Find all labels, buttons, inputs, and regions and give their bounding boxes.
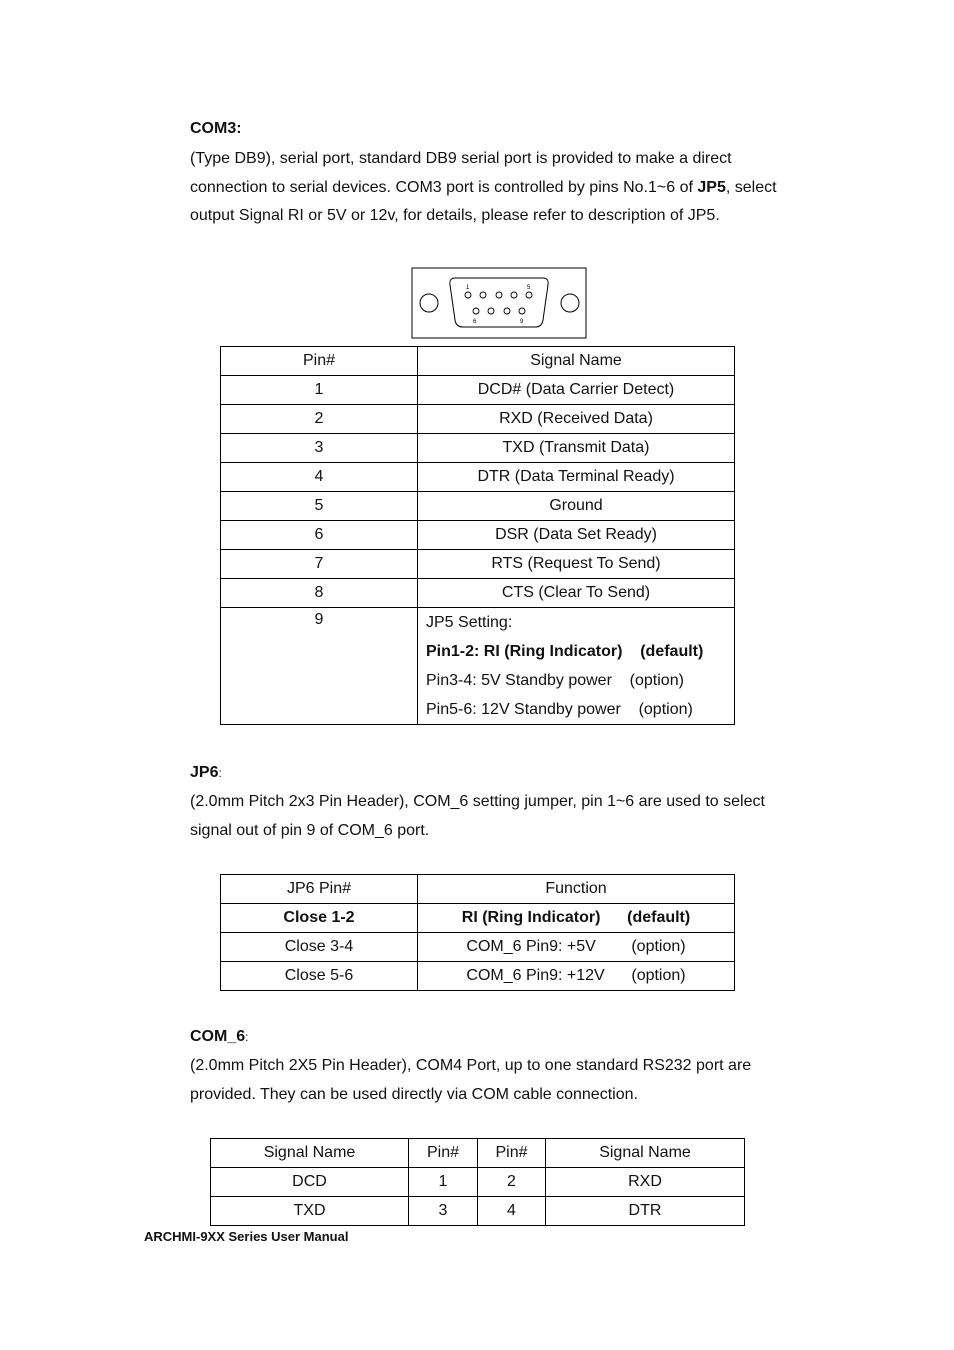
pin-label-5: 5 [527,285,531,291]
jp5-setting-option-12v: Pin5-6: 12V Standby power (option) [426,701,693,718]
pin-cell: 3 [221,434,418,463]
function-cell: RI (Ring Indicator) (default) [418,904,735,933]
function-cell: COM_6 Pin9: +12V (option) [418,962,735,991]
signal-cell: RXD (Received Data) [418,405,735,434]
mount-hole-right [561,294,579,312]
page-footer: ARCHMI-9XX Series User Manual [144,1229,349,1244]
signal-cell: RXD [546,1168,745,1197]
mount-hole-left [420,294,438,312]
table-row-pin9 [221,608,735,725]
pin-hole [526,292,532,298]
jp6-table [220,874,735,991]
pin-cell: 1 [409,1168,478,1197]
jp6-heading [190,764,222,782]
com6-pin-table [210,1138,745,1226]
com6-heading [190,1028,248,1046]
com6-heading-colon: : [245,1030,249,1044]
table-row [221,904,735,933]
com3-description [190,145,810,231]
table-row [221,579,735,608]
com3-pin-table [220,346,735,725]
pin-cell: 5 [221,492,418,521]
signal-cell: TXD [211,1197,409,1226]
com3-description-text-1: (Type DB9), serial port, standard DB9 serial port is provided to make a direct connection to serial devices. COM3 port is controlled by pins No.1~6 of [190,150,732,196]
pin-cell: 2 [478,1168,546,1197]
jp6-heading-colon: : [218,766,222,780]
table-header-row [211,1139,745,1168]
com3-description-jp5: JP5 [697,178,726,196]
pin-label-9: 9 [520,319,524,325]
jp6-pin-cell: Close 5-6 [221,962,418,991]
pin-cell: 2 [221,405,418,434]
jp5-setting-option-default: Pin1-2: RI (Ring Indicator) (default) [426,643,704,660]
table-row [221,492,735,521]
pin-cell: 4 [221,463,418,492]
signal-cell: DCD [211,1168,409,1197]
signal-cell: DCD# (Data Carrier Detect) [418,376,735,405]
table-row [221,405,735,434]
jp6-description: (2.0mm Pitch 2x3 Pin Header), COM_6 setting jumper, pin 1~6 are used to select signal out of pin 9 of COM_6 port. [190,793,765,839]
jp5-setting-option-5v: Pin3-4: 5V Standby power (option) [426,672,684,689]
header-jp6-pin: JP6 Pin# [221,875,418,904]
header-signal-name: Signal Name [418,347,735,376]
table-row [221,376,735,405]
table-row [221,434,735,463]
table-header-row [221,875,735,904]
table-row [211,1168,745,1197]
header-signal-name-left: Signal Name [211,1139,409,1168]
pin-label-1: 1 [466,285,470,291]
com3-description-text-2: , select output Signal RI or 5V or 12v, for details, please refer to description of JP5. [190,178,777,225]
table-row [221,933,735,962]
pin-cell: 4 [478,1197,546,1226]
pin-hole [496,292,502,298]
pin-label-6: 6 [473,319,477,325]
table-row [221,962,735,991]
pin-cell: 8 [221,579,418,608]
pin-cell: 7 [221,550,418,579]
pin-hole [488,308,494,314]
table-row [221,550,735,579]
jp5-setting-cell [418,608,735,725]
com3-heading: COM3: [190,120,242,137]
header-pin-left: Pin# [409,1139,478,1168]
signal-cell: DSR (Data Set Ready) [418,521,735,550]
connector-shell [450,278,548,327]
pin-hole [465,292,471,298]
pin-hole [480,292,486,298]
signal-cell: CTS (Clear To Send) [418,579,735,608]
header-signal-name-right: Signal Name [546,1139,745,1168]
pin-cell: 9 [221,608,418,725]
pin-hole [504,308,510,314]
com6-heading-text: COM_6 [190,1028,246,1045]
jp6-heading-text: JP6 [190,764,219,781]
pin-hole [511,292,517,298]
com6-description: (2.0mm Pitch 2X5 Pin Header), COM4 Port, up to one standard RS232 port are provided. They can be used directly via COM cable connection. [190,1057,752,1103]
table-header-row [221,347,735,376]
signal-cell: DTR (Data Terminal Ready) [418,463,735,492]
pin-cell: 6 [221,521,418,550]
jp6-pin-cell: Close 3-4 [221,933,418,962]
header-pin-right: Pin# [478,1139,546,1168]
header-pin: Pin# [221,347,418,376]
jp5-setting-title: JP5 Setting: [426,614,513,631]
signal-cell: DTR [546,1197,745,1226]
table-row [221,463,735,492]
function-cell: COM_6 Pin9: +5V (option) [418,933,735,962]
signal-cell: TXD (Transmit Data) [418,434,735,463]
header-function: Function [418,875,735,904]
signal-cell: RTS (Request To Send) [418,550,735,579]
pin-cell: 1 [221,376,418,405]
table-row [211,1197,745,1226]
db9-connector-diagram [411,267,588,340]
pin-hole [519,308,525,314]
table-row [221,521,735,550]
pin-hole [473,308,479,314]
signal-cell: Ground [418,492,735,521]
pin-cell: 3 [409,1197,478,1226]
jp6-pin-cell: Close 1-2 [221,904,418,933]
